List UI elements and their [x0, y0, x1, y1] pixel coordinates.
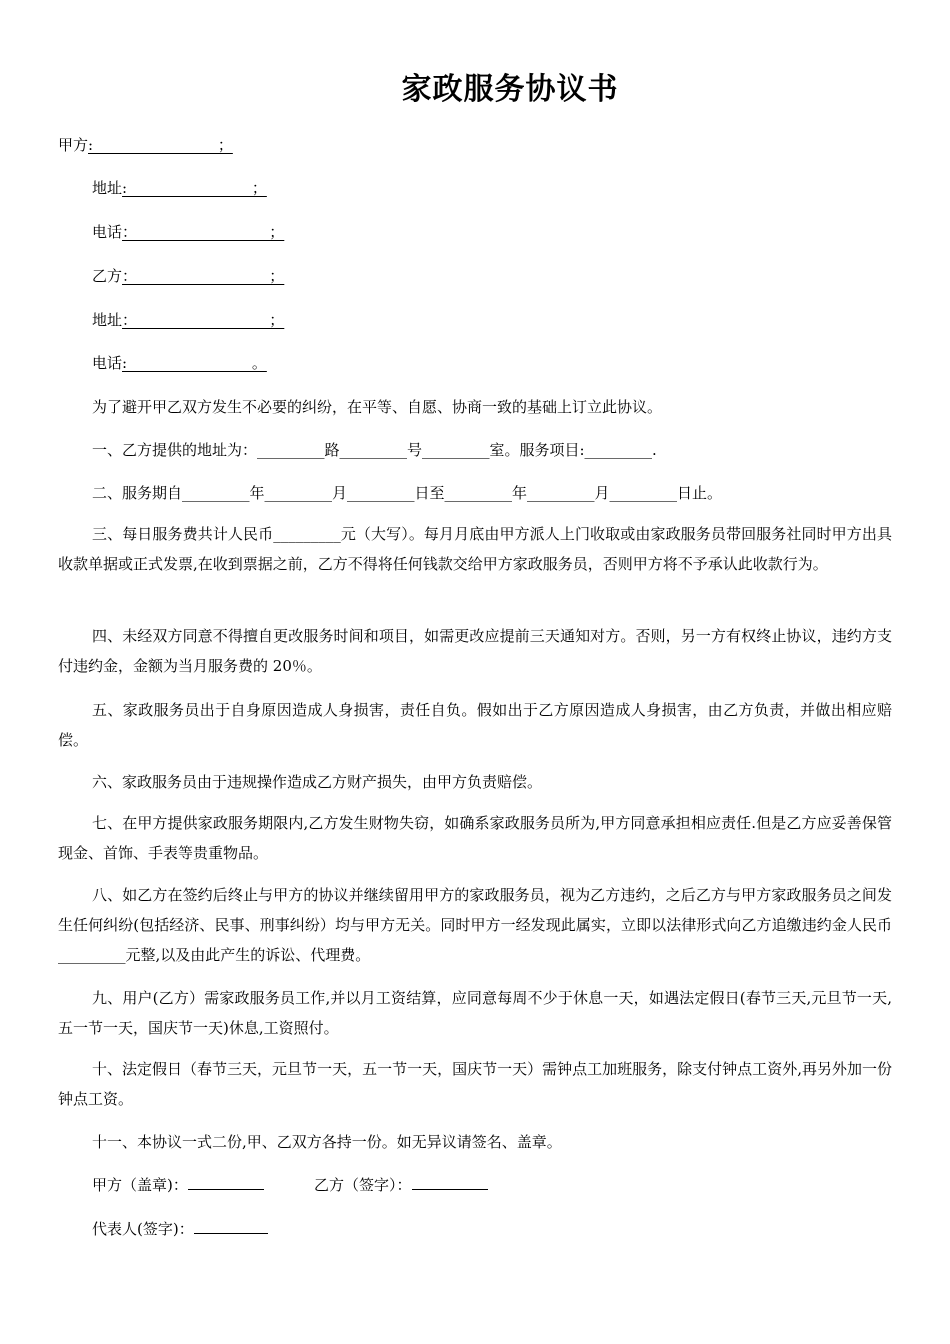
clause-4: 四、未经双方同意不得擅自更改服务时间和项目，如需更改应提前三天通知对方。否则，另一方有权终止协议，违约方支付违约金，金额为当月服务费的 20％。 — [58, 627, 892, 675]
phone-a-label: 电话 — [92, 223, 123, 241]
clause-3: 三、每日服务费共计人民币_________元（大写）。每月月底由甲方派人上门收取或由家政服务员带回服务社同时甲方出具收款单据或正式发票,在收到票据之前，乙方不得将任何钱款交给甲方家政服务员，否则甲方将不予承认此收款行为。 — [58, 525, 892, 573]
intro-text: 为了避开甲乙双方发生不必要的纠纷，在平等、自愿、协商一致的基础上订立此协议。 — [92, 398, 663, 416]
address-b-line — [92, 310, 284, 330]
clause-1: 一、乙方提供的地址为：_________路_________号_________室。服务项目:_________. — [92, 441, 657, 459]
address-b-label: 地址 — [92, 311, 123, 329]
phone-a-field[interactable]: ：_________________ ； — [122, 223, 285, 241]
address-a-field[interactable]: :________________ ； — [122, 179, 267, 197]
address-a-line — [92, 178, 267, 198]
party-a-seal-line — [92, 1175, 264, 1195]
phone-b-field[interactable]: :________________ 。 — [122, 354, 267, 372]
party-a-seal-label: 甲方（盖章)： — [92, 1176, 188, 1194]
party-b-sign-field[interactable] — [412, 1175, 488, 1190]
party-b-field[interactable]: ：_________________ ； — [122, 267, 285, 285]
clause-7: 七、在甲方提供家政服务期限内,乙方发生财物失窃，如确系家政服务员所为,甲方同意承担相应责任.但是乙方应妥善保管现金、首饰、手表等贵重物品。 — [58, 814, 892, 862]
address-a-label: 地址 — [92, 179, 123, 197]
party-b-label: 乙方 — [92, 267, 123, 285]
address-b-field[interactable]: ：_________________ ； — [122, 311, 285, 329]
representative-field[interactable] — [194, 1219, 268, 1234]
phone-a-line — [92, 222, 284, 242]
party-a-field[interactable]: :________________ ； — [88, 136, 233, 154]
clause-9: 九、用户(乙方）需家政服务员工作,并以月工资结算，应同意每周不少于休息一天，如遇法定假日(春节三天,元旦节一天,五一节一天，国庆节一天)休息,工资照付。 — [58, 989, 892, 1037]
representative-line — [92, 1219, 268, 1239]
party-b-line — [92, 266, 284, 286]
representative-label: 代表人(签字)： — [92, 1220, 194, 1238]
clause-10: 十、法定假日（春节三天，元旦节一天，五一节一天，国庆节一天）需钟点工加班服务，除支付钟点工资外,再另外加一份钟点工资。 — [58, 1060, 892, 1108]
party-b-sign-line — [314, 1175, 488, 1195]
party-a-label: 甲方 — [58, 136, 89, 154]
clause-11: 十一、本协议一式二份,甲、乙双方各持一份。如无异议请签名、盖章。 — [92, 1133, 562, 1151]
clause-8: 八、如乙方在签约后终止与甲方的协议并继续留用甲方的家政服务员，视为乙方违约，之后乙方与甲方家政服务员之间发生任何纠纷(包括经济、民事、刑事纠纷）均与甲方无关。同时甲方一经发现此属实，立即以法律形式向乙方追缴违约金人民币_________元整,以及由此产生的诉讼、代理费。 — [58, 886, 892, 964]
phone-b-label: 电话 — [92, 354, 123, 372]
party-a-line — [58, 135, 233, 155]
party-a-seal-field[interactable] — [188, 1175, 264, 1190]
document-title: 家政服务协议书 — [401, 72, 619, 107]
clause-2: 二、服务期自_________年_________月_________日至_________年_________月_________日止。 — [92, 484, 723, 502]
clause-6: 六、家政服务员由于违规操作造成乙方财产损失，由甲方负责赔偿。 — [92, 773, 543, 791]
phone-b-line — [92, 353, 267, 373]
clause-5: 五、家政服务员出于自身原因造成人身损害，责任自负。假如出于乙方原因造成人身损害，由乙方负责，并做出相应赔偿。 — [58, 701, 892, 749]
party-b-sign-label: 乙方（签字）： — [314, 1176, 412, 1194]
